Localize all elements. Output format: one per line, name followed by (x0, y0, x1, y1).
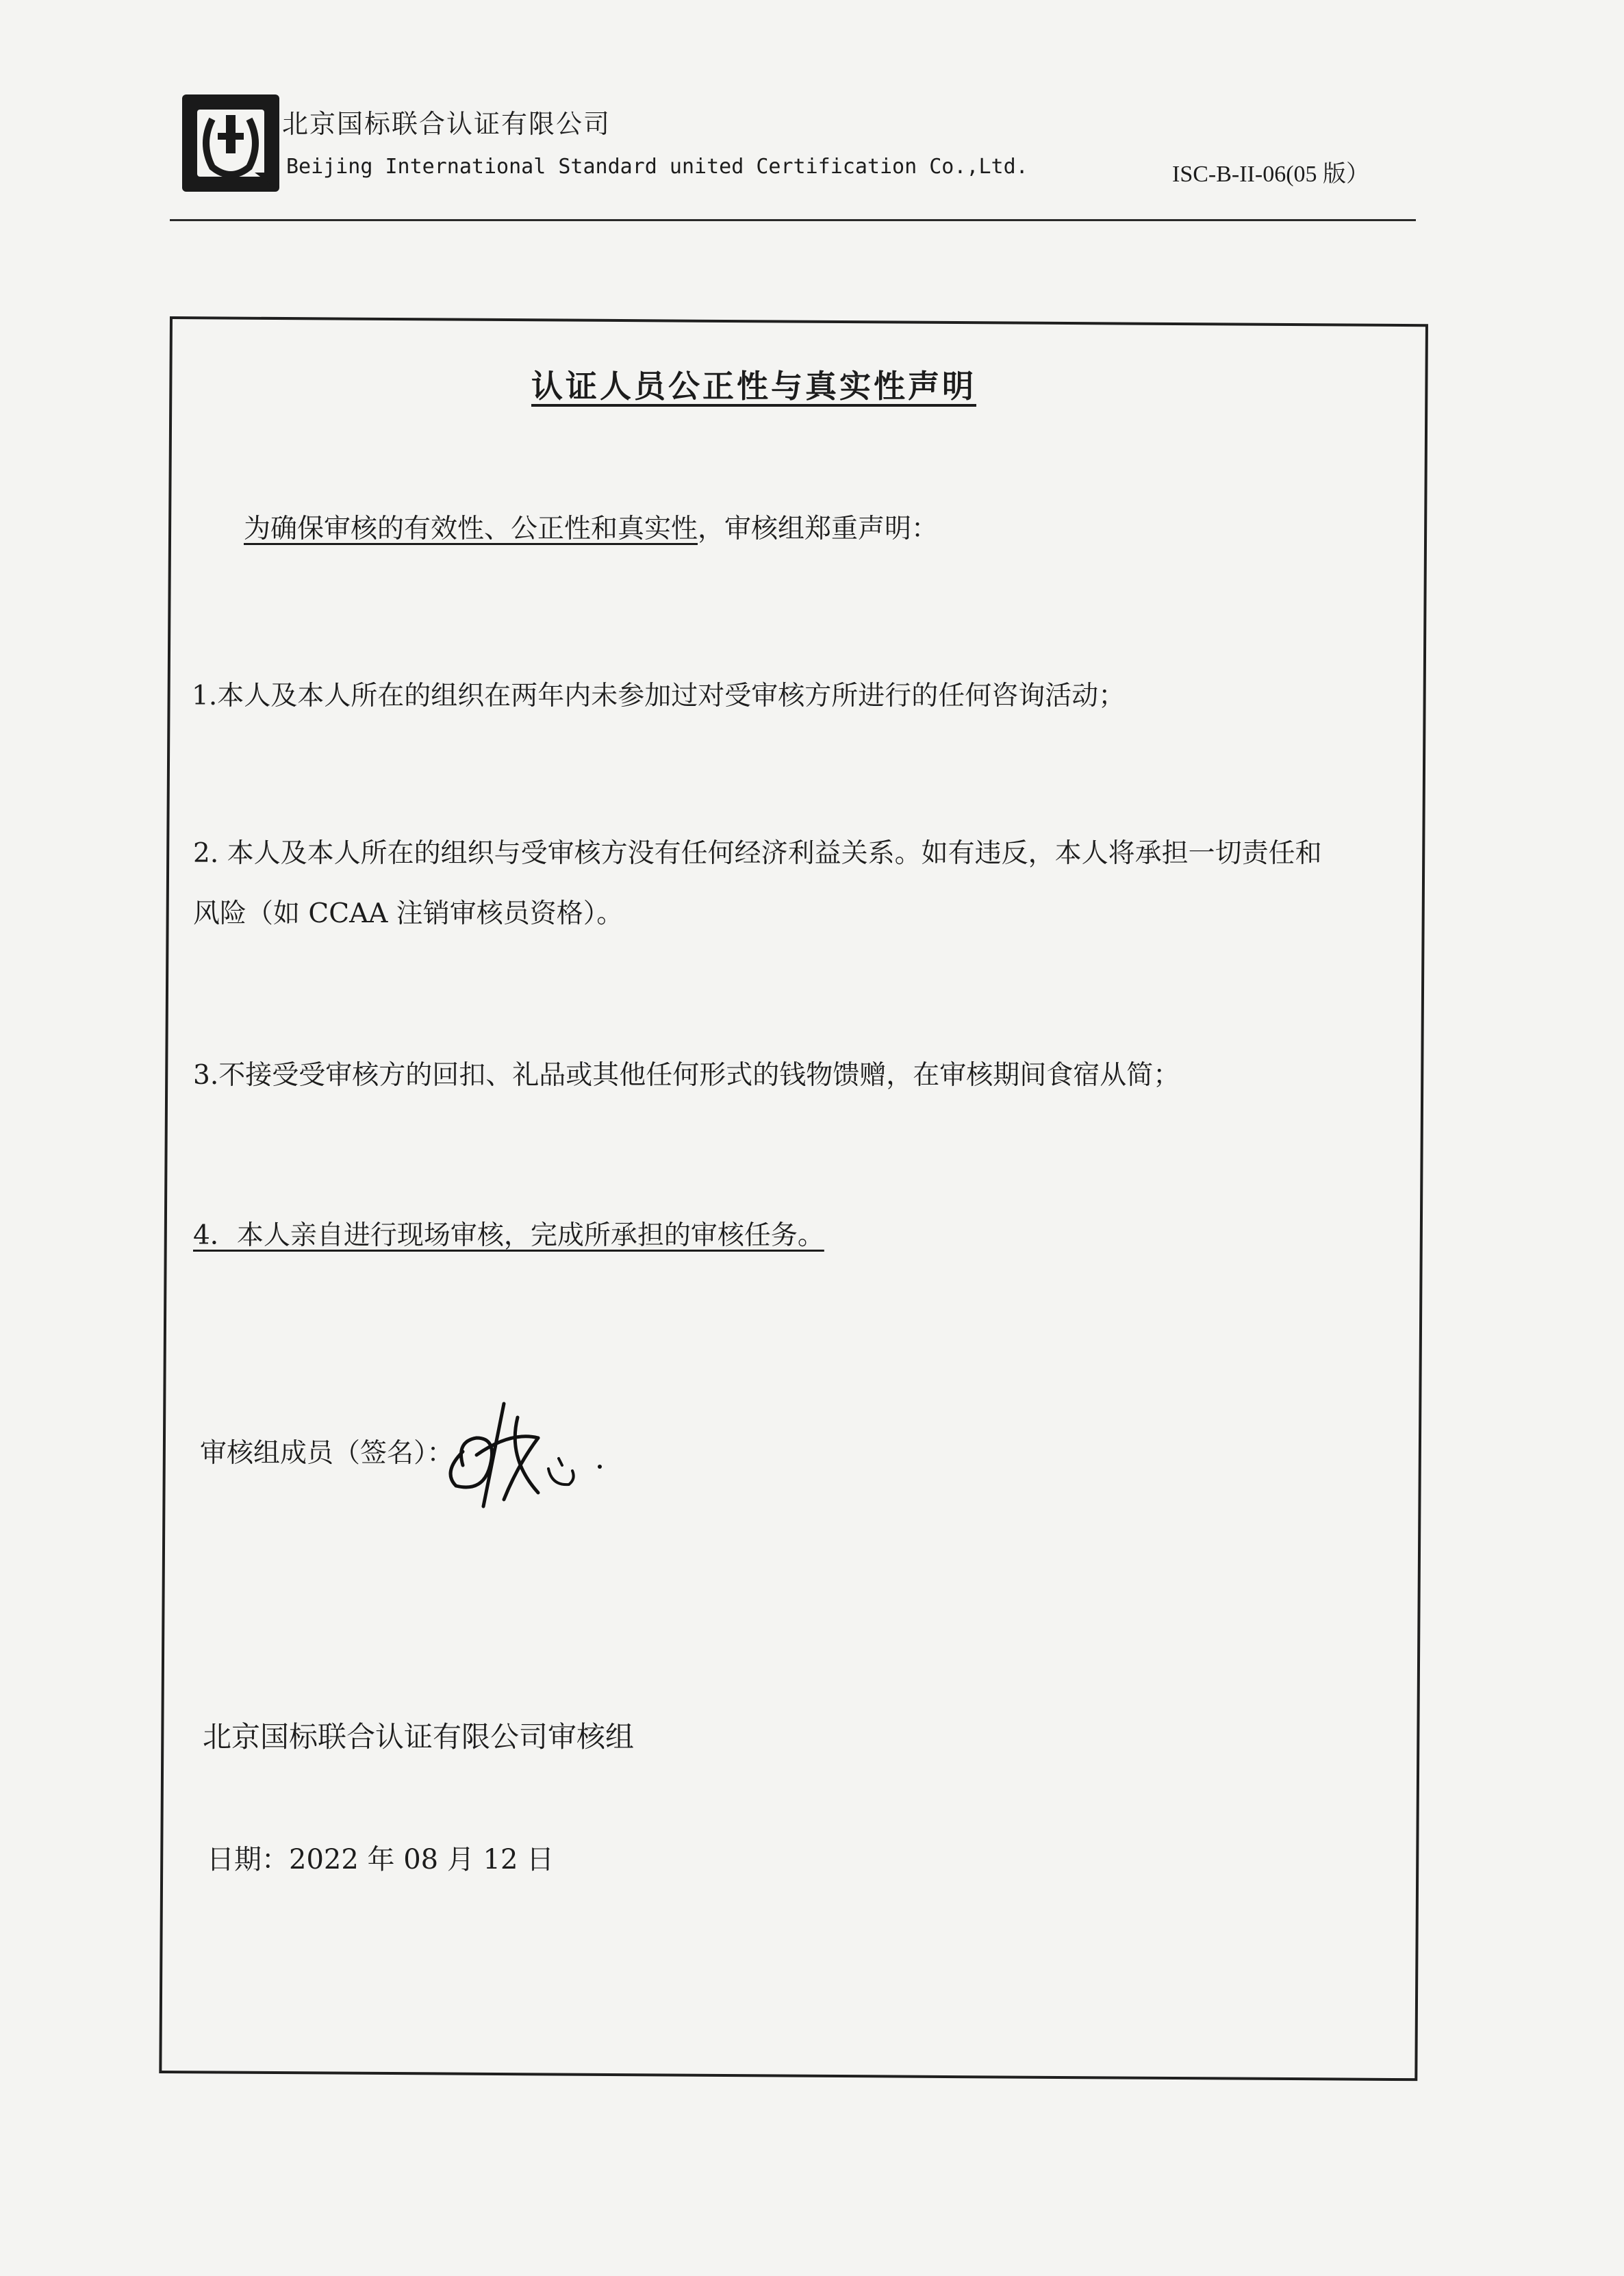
company-name-en: Beijing International Standard united Certification Co.,Ltd. (286, 155, 1028, 179)
intro-paragraph (244, 512, 938, 547)
header-divider (170, 219, 1416, 221)
declaration-frame (159, 316, 1428, 2081)
signature-label: 审核组成员（签名）： (200, 1438, 454, 1469)
intro-rest-text: ，审核组郑重声明： (698, 514, 939, 544)
clause-4: 4．本人亲自进行现场审核，完成所承担的审核任务。 (193, 1220, 824, 1251)
document-title: 认证人员公正性与真实性声明 (531, 368, 976, 405)
document-code: ISC-B-II-06(05 版） (1172, 162, 1370, 187)
company-name-cn: 北京国标联合认证有限公司 (282, 109, 611, 139)
clause-1: 1.本人及本人所在的组织在两年内未参加过对受审核方所进行的任何咨询活动； (192, 681, 1126, 711)
declaration-date: 日期：2022 年 08 月 12 日 (207, 1844, 555, 1875)
clause-3: 3.不接受受审核方的回扣、礼品或其他任何形式的钱物馈赠，在审核期间食宿从简； (193, 1060, 1180, 1091)
clause-2-line-2: 风险（如 CCAA 注销审核员资格）。 (193, 898, 624, 929)
company-logo-icon (179, 92, 282, 194)
clause-2-line-1: 2. 本人及本人所在的组织与受审核方没有任何经济利益关系。如有违反，本人将承担一切责任和 (193, 838, 1322, 869)
issuing-organization: 北京国标联合认证有限公司审核组 (203, 1720, 635, 1754)
handwritten-signature (435, 1390, 613, 1513)
intro-underlined-text: 为确保审核的有效性、公正性和真实性 (244, 514, 698, 544)
